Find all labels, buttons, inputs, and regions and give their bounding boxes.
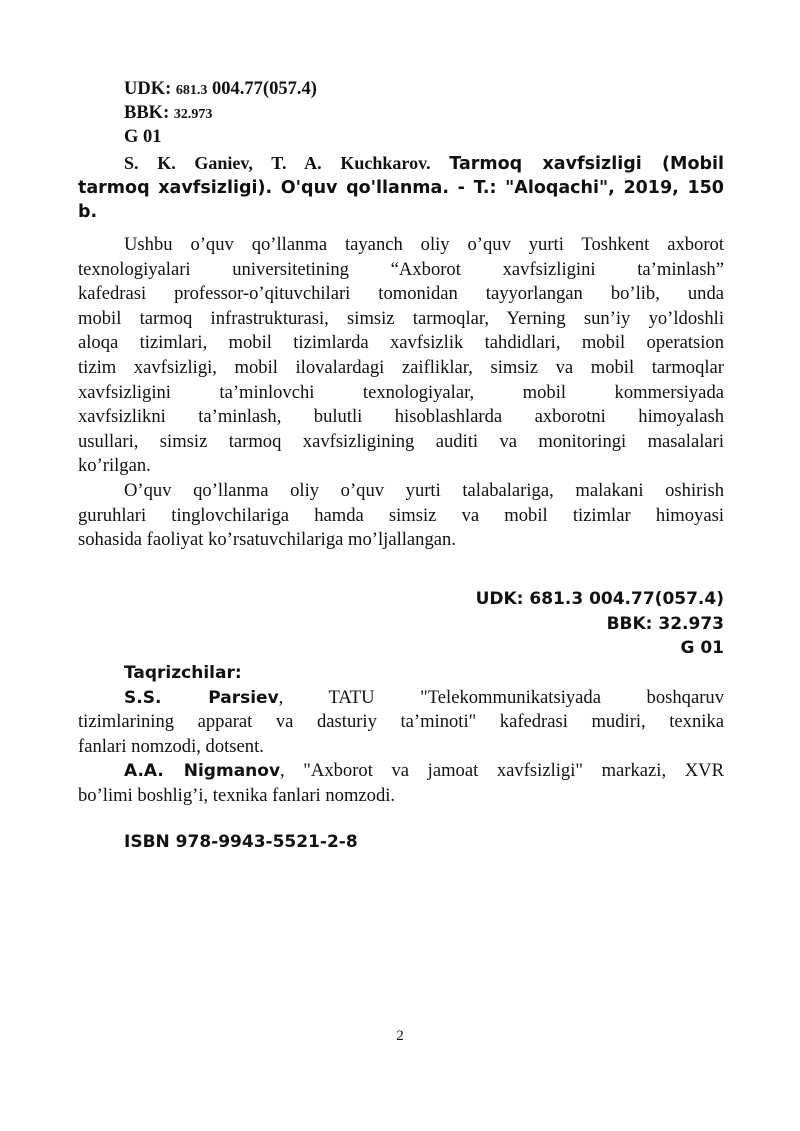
annotation-line: tizim xavfsizligi, mobil ilovalardagi zaifliklar, simsiz va mobil tarmoqlar bbox=[78, 356, 724, 378]
annotation-line: mobil tarmoq infrastrukturasi, simsiz tarmoqlar, Yerning sun’iy yo’ldoshli bbox=[78, 307, 724, 329]
annotation-line: xavfsizligini ta’minlovchi texnologiyalar, mobil kommersiyada bbox=[78, 381, 724, 403]
annotation-line: xavfsizlikni ta’minlash, bulutli hisoblashlarda axborotni himoyalash bbox=[78, 406, 724, 428]
reviewer-2-line bbox=[78, 759, 724, 784]
annotation-line: ko’rilgan. bbox=[78, 455, 151, 477]
right-g-code: G 01 bbox=[680, 638, 724, 658]
udk-small-code: 681.3 bbox=[175, 83, 208, 98]
annotation-paragraph-1 bbox=[78, 233, 724, 479]
biblio-line-1 bbox=[78, 151, 724, 176]
reviewer-1 bbox=[78, 686, 724, 760]
annotation-line: sohasida faoliyat ko’rsatuvchilariga mo’ljallangan. bbox=[78, 529, 456, 551]
right-library-codes bbox=[476, 587, 724, 661]
reviewer-2-name: A.A. Nigmanov bbox=[124, 761, 281, 782]
reviewer-2-line: bo’limi boshlig’i, texnika fanlari nomzodi. bbox=[78, 784, 396, 806]
reviewer-1-line: fanlari nomzodi, dotsent. bbox=[78, 735, 264, 757]
annotation-line: usullari, simsiz tarmoq xavfsizligining auditi va monitoringi masalalari bbox=[78, 430, 724, 452]
annotation-paragraph-2 bbox=[78, 479, 724, 553]
reviewer-1-line bbox=[78, 686, 724, 711]
udk-code: 004.77(057.4) bbox=[212, 79, 317, 99]
reviewers-section bbox=[78, 661, 724, 809]
annotation-line: guruhlari tinglovchilariga hamda simsiz va mobil tizimlar himoyasi bbox=[78, 504, 724, 526]
bbk-label: BBK: bbox=[124, 103, 170, 123]
g-code: G 01 bbox=[124, 127, 162, 147]
bbk-line bbox=[124, 102, 317, 126]
udk-line bbox=[124, 78, 317, 102]
page-number: 2 bbox=[396, 1028, 404, 1044]
reviewer-2-affiliation: , "Axborot va jamoat xavfsizligi" markazi, XVR bbox=[280, 760, 724, 782]
udk-label: UDK: bbox=[124, 79, 172, 99]
author-names: S. K. Ganiev, T. A. Kuchkarov. bbox=[124, 153, 431, 173]
isbn: ISBN 978-9943-5521-2-8 bbox=[124, 832, 358, 852]
bbk-code: 32.973 bbox=[173, 107, 213, 122]
reviewer-1-name: S.S. Parsiev bbox=[124, 687, 279, 708]
reviewer-1-line: tizimlarining apparat va dasturiy ta’minoti" kafedrasi mudiri, texnika bbox=[78, 711, 724, 733]
annotation-line: O’quv qo’llanma oliy o’quv yurti talabalariga, malakani oshirish bbox=[124, 479, 724, 501]
annotation-line: aloqa tizimlari, mobil tizimlarda xavfsizlik tahdidlari, mobil operatsion bbox=[78, 332, 724, 354]
reviewer-1-affiliation: , TATU "Telekommunikatsiyada boshqaruv bbox=[278, 686, 724, 708]
reviewer-2 bbox=[78, 759, 724, 808]
annotation-line: kafedrasi professor-o’qituvchilari tomonidan tayyorlangan bo’lib, unda bbox=[78, 283, 724, 305]
book-title-start: Tarmoq xavfsizligi (Mobil bbox=[449, 154, 724, 174]
library-codes bbox=[124, 78, 317, 149]
annotation-line: Ushbu o’quv qo’llanma tayanch oliy o’quv yurti Toshkent axborot bbox=[124, 234, 724, 255]
right-udk: UDK: 681.3 004.77(057.4) bbox=[475, 589, 724, 609]
annotation bbox=[78, 233, 724, 553]
biblio-line-2: tarmoq xavfsizligi). O'quv qo'llanma. - T.: "Aloqachi", 2019, 150 b. bbox=[78, 178, 724, 222]
right-bbk: BBK: 32.973 bbox=[606, 613, 724, 634]
bibliographic-record bbox=[78, 151, 724, 224]
reviewers-heading: Taqrizchilar: bbox=[124, 663, 242, 683]
annotation-line: texnologiyalari universitetining “Axborot xavfsizligini ta’minlash” bbox=[78, 258, 724, 280]
